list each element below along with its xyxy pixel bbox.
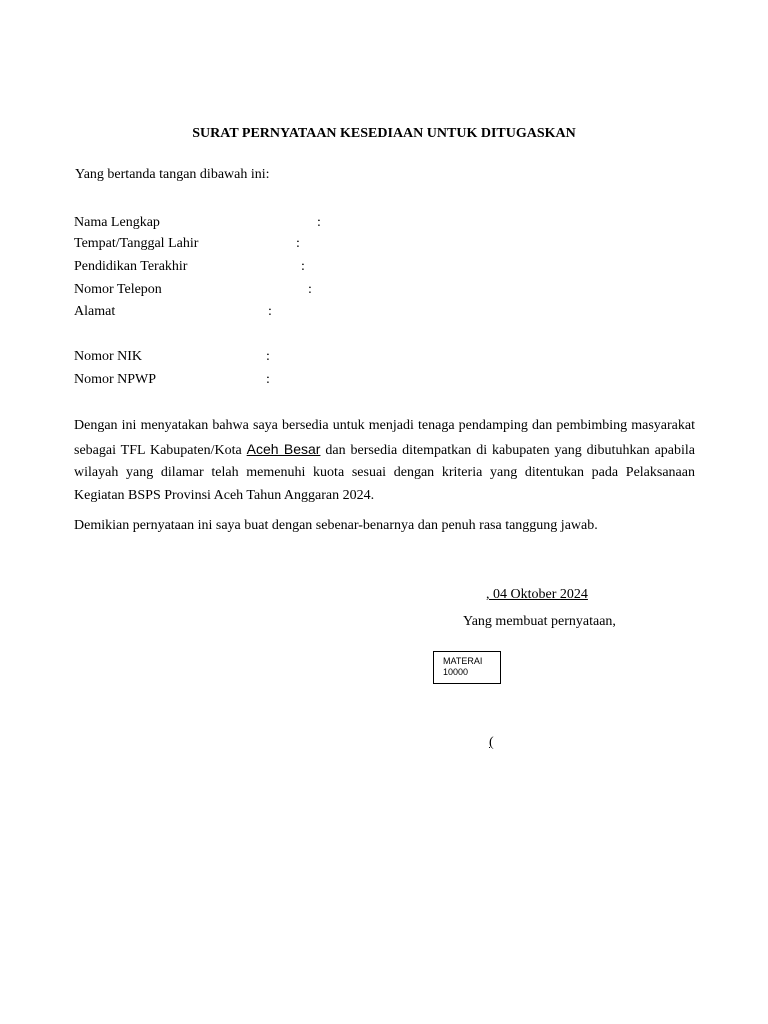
location-name: Aceh Besar [246, 440, 321, 457]
field-colon: : [268, 304, 272, 319]
stamp-line-2: 10000 [443, 667, 469, 677]
field-colon: : [301, 259, 305, 274]
field-colon: : [266, 372, 270, 387]
statement-text-part1: Dengan ini menyatakan bahwa saya bersedia untuk menjadi tenaga pendamping dan pembimbing masyarakat sebagai TFL Kabupaten/Kota [74, 418, 695, 458]
field-label: Nomor Telepon [74, 282, 162, 297]
date-line: , 04 Oktober 2024 [486, 587, 588, 602]
field-label: Alamat [74, 304, 116, 319]
signature-name-paren: ( [489, 735, 494, 750]
statement-text-part2: dan bersedia ditempatkan di kabupaten yang dibutuhkan apabila wilayah yang dilamar telah memenuhi kuota sesuai dengan kriteria yang ditentukan pada Pelaksanaan Kegiatan BSPS Provinsi Aceh Tahun Anggaran 2024. [74, 442, 696, 504]
field-label: Nomor NIK [74, 349, 143, 364]
materai-stamp-box [433, 651, 501, 684]
field-colon: : [317, 215, 321, 230]
intro-text: Yang bertanda tangan dibawah ini: [75, 167, 270, 182]
field-colon: : [308, 282, 312, 297]
stamp-line-1: MATERAI [443, 656, 483, 666]
closing-statement: Demikian pernyataan ini saya buat dengan sebenar-benarnya dan penuh rasa tanggung jawab. [74, 518, 598, 533]
document-title: SURAT PERNYATAAN KESEDIAAN UNTUK DITUGASKAN [192, 126, 576, 141]
field-label: Pendidikan Terakhir [74, 259, 188, 274]
field-label: Tempat/Tanggal Lahir [74, 236, 199, 251]
statement-paragraph [74, 415, 695, 508]
signer-label: Yang membuat pernyataan, [463, 614, 616, 629]
field-label: Nama Lengkap [74, 215, 160, 230]
field-colon: : [296, 236, 300, 251]
field-label: Nomor NPWP [74, 372, 157, 387]
field-colon: : [266, 349, 270, 364]
